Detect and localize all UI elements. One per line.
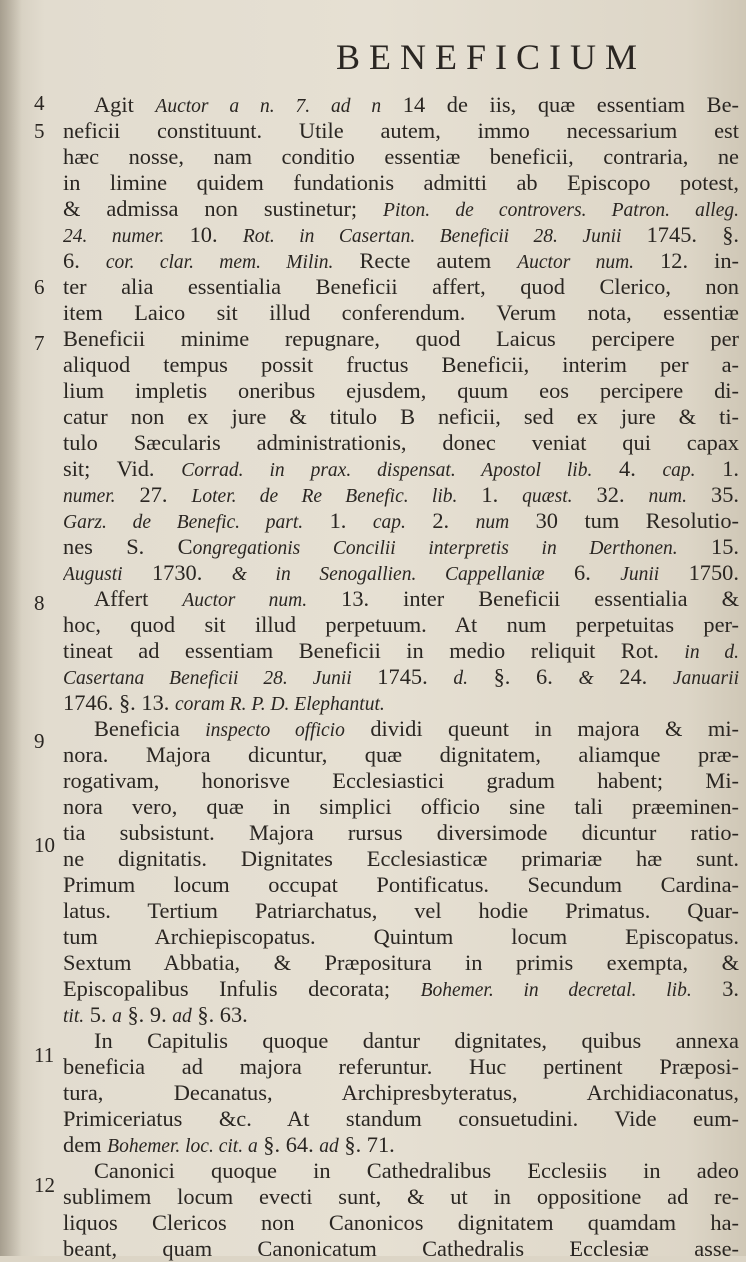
- text-line: [63, 820, 739, 846]
- text-line: [94, 1158, 739, 1184]
- text-run: 6.: [544, 560, 621, 585]
- italic-citation: num.: [648, 486, 688, 507]
- italic-citation: ad: [172, 1006, 192, 1027]
- text-line: [63, 404, 739, 430]
- text-line: [63, 924, 739, 950]
- text-run: 24.: [593, 664, 673, 689]
- text-line: [63, 1132, 739, 1160]
- text-run: tulo Sæcularis administrationis, donec veniat qui capax: [63, 430, 739, 455]
- text-line: [63, 222, 739, 250]
- italic-citation: &: [578, 668, 594, 689]
- text-run: ter alia essentialia Beneficii affert, quod Clerico, non: [63, 274, 739, 299]
- text-line: [63, 976, 739, 1004]
- text-line: [63, 352, 739, 378]
- text-line: [63, 456, 739, 484]
- text-line: [63, 794, 739, 820]
- text-line: [63, 300, 739, 326]
- italic-citation: Januarii: [672, 668, 739, 689]
- text-run: nora vero, quæ in simplici officio sine tali præeminen-: [63, 794, 739, 819]
- text-run: 4.: [592, 456, 663, 481]
- text-run: 1.: [457, 482, 523, 507]
- text-run: 5.: [84, 1002, 113, 1027]
- text-run: 32.: [572, 482, 649, 507]
- italic-citation: Rot. in Casertan. Beneficii 28. Junii: [242, 226, 622, 247]
- italic-citation: a: [112, 1006, 122, 1027]
- text-run: 1.: [695, 456, 739, 481]
- text-run: ne dignitatis. Dignitates Ecclesiasticæ primariæ hæ sunt.: [63, 846, 739, 871]
- text-run: item Laico sit illud conferendum. Verum nota, essentiæ: [63, 300, 739, 325]
- italic-citation: numer.: [63, 486, 116, 507]
- text-run: 1745.: [351, 664, 454, 689]
- text-run: beant, quam Canonicatum Cathedralis Ecclesiæ asse-: [63, 1236, 739, 1261]
- margin-number: 12: [34, 1173, 55, 1197]
- text-run: 6.: [63, 248, 106, 273]
- text-run: Beneficii minime repugnare, quod Laicus percipere per: [63, 326, 739, 351]
- text-run: §. 71.: [338, 1132, 395, 1157]
- text-line: [63, 1002, 739, 1030]
- margin-number: 4: [34, 91, 45, 115]
- text-run: 14 de iis, quæ essentiam Be-: [381, 92, 739, 117]
- text-line: [63, 1106, 739, 1132]
- text-run: aliquod tempus possit fructus Beneficii, interim per a-: [63, 352, 739, 377]
- italic-citation: Casertana Beneficii 28. Junii: [63, 668, 352, 689]
- text-run: nora. Majora dicuntur, quæ dignitatem, aliamque præ-: [63, 742, 739, 767]
- text-line: [63, 430, 739, 456]
- text-run: 35.: [687, 482, 739, 507]
- italic-citation: num: [475, 512, 510, 533]
- text-run: tura, Decanatus, Archipresbyteratus, Archidiaconatus,: [63, 1080, 739, 1105]
- text-run: hæc nosse, nam conditio essentiæ beneficii, contraria, ne: [63, 144, 739, 169]
- italic-citation: Corrad. in prax. dispensat. Apostol lib.: [181, 460, 593, 481]
- text-line: [63, 1054, 739, 1080]
- text-run: Beneficia: [94, 716, 206, 741]
- text-run: neficii constituunt. Utile autem, immo necessarium est: [63, 118, 739, 143]
- italic-citation: tit.: [63, 1006, 85, 1027]
- text-line: [63, 118, 739, 144]
- text-line: [63, 196, 739, 224]
- text-run: §. 64.: [257, 1132, 320, 1157]
- text-run: 13. inter Beneficii essentialia &: [307, 586, 739, 611]
- text-line: [63, 690, 739, 718]
- gutter-shadow: [0, 0, 22, 1256]
- italic-citation: Loter. de Re Benefic. lib.: [191, 486, 458, 507]
- italic-citation: quæst.: [522, 486, 573, 507]
- italic-citation: cor. clar. mem. Milin.: [105, 252, 334, 273]
- italic-citation: coram R. P. D. Elephantut.: [174, 694, 385, 715]
- italic-citation: Piton. de controvers. Patron. alleg.: [383, 200, 739, 221]
- text-run: in limine quidem fundationis admitti ab Episcopo potest,: [63, 170, 739, 195]
- text-line: [63, 950, 739, 976]
- text-run: sit; Vid.: [63, 456, 182, 481]
- italic-citation: 24. numer.: [63, 226, 165, 247]
- italic-citation: cap.: [372, 512, 406, 533]
- text-run: rogativam, honorisve Ecclesiastici gradum habent; Mi-: [63, 768, 739, 793]
- italic-citation: ongregationis Concilii interpretis in Derthonen.: [192, 538, 678, 559]
- text-line: [63, 664, 739, 692]
- text-run: In Capitulis quoque dantur dignitates, quibus annexa: [94, 1028, 739, 1053]
- text-run: 1746. §. 13.: [63, 690, 175, 715]
- text-run: tineat ad essentiam Beneficii in medio reliquit Rot.: [63, 638, 685, 663]
- italic-citation: d.: [453, 668, 468, 689]
- text-run: liquos Clericos non Canonicos dignitatem quamdam ha-: [63, 1210, 739, 1235]
- text-run: 1750.: [659, 560, 739, 585]
- text-run: 30 tum Resolutio-: [509, 508, 739, 533]
- text-run: & admissa non sustinetur;: [63, 196, 384, 221]
- text-run: §. 6.: [467, 664, 579, 689]
- text-line: [63, 534, 739, 562]
- text-line: [94, 1028, 739, 1054]
- text-line: [63, 378, 739, 404]
- text-line: [63, 612, 739, 638]
- text-run: Recte autem: [333, 248, 518, 273]
- margin-number: 8: [34, 591, 45, 615]
- text-line: [63, 1210, 739, 1236]
- italic-citation: cap.: [662, 460, 696, 481]
- text-run: 1730.: [122, 560, 232, 585]
- text-run: hoc, quod sit illud perpetuum. At num perpetuitas per-: [63, 612, 739, 637]
- text-line: [63, 872, 739, 898]
- text-line: [63, 1184, 739, 1210]
- text-line: [63, 482, 739, 510]
- text-run: latus. Tertium Patriarchatus, vel hodie Primatus. Quar-: [63, 898, 739, 923]
- text-run: 27.: [115, 482, 192, 507]
- text-run: Primum locum occupat Pontificatus. Secundum Cardina-: [63, 872, 739, 897]
- text-line: [94, 92, 739, 120]
- margin-number: 7: [34, 331, 45, 355]
- text-line: [63, 742, 739, 768]
- margin-number: 6: [34, 275, 45, 299]
- italic-citation: ad: [319, 1136, 339, 1157]
- margin-number: 11: [34, 1043, 55, 1067]
- text-run: 15.: [677, 534, 739, 559]
- text-line: [63, 638, 739, 666]
- text-run: dividi queunt in majora & mi-: [344, 716, 739, 741]
- margin-number: 9: [34, 729, 45, 753]
- text-run: §. 63.: [191, 1002, 248, 1027]
- text-line: [63, 898, 739, 924]
- text-line: [63, 248, 739, 276]
- italic-citation: Auctor num.: [182, 590, 308, 611]
- italic-citation: Garz. de Benefic. part.: [63, 512, 304, 533]
- text-line: [63, 508, 739, 536]
- text-line: [63, 768, 739, 794]
- margin-number: 10: [34, 833, 55, 857]
- text-run: 12. in-: [634, 248, 739, 273]
- margin-number: 5: [34, 119, 45, 143]
- text-run: Episcopalibus Infulis decorata;: [63, 976, 421, 1001]
- text-line: [63, 326, 739, 352]
- text-run: sublimem locum evecti sunt, & ut in oppositione ad re-: [63, 1184, 739, 1209]
- text-run: 2.: [405, 508, 476, 533]
- italic-citation: & in Senogallien. Cappellaniæ: [231, 564, 545, 585]
- text-line: [63, 170, 739, 196]
- text-run: 10.: [164, 222, 243, 247]
- italic-citation: Auctor num.: [517, 252, 635, 273]
- text-run: §. 9.: [121, 1002, 173, 1027]
- italic-citation: Auctor a n. 7. ad n: [155, 96, 382, 117]
- text-run: Primiceriatus &c. At standum consuetudini. Vide eum-: [63, 1106, 739, 1131]
- text-line: [94, 586, 739, 614]
- italic-citation: Bohemer. loc. cit. a: [107, 1136, 258, 1157]
- running-head: BENEFICIUM: [336, 37, 647, 77]
- text-run: nes S. C: [63, 534, 193, 559]
- text-run: 3.: [691, 976, 739, 1001]
- italic-citation: in d.: [684, 642, 739, 663]
- italic-citation: Junii: [620, 564, 660, 585]
- text-line: [63, 274, 739, 300]
- text-line: [63, 144, 739, 170]
- italic-citation: Augusti: [63, 564, 123, 585]
- text-run: Canonici quoque in Cathedralibus Ecclesiis in adeo: [94, 1158, 739, 1183]
- text-run: tia subsistunt. Majora rursus diversimode dicuntur ratio-: [63, 820, 739, 845]
- text-run: Affert: [94, 586, 183, 611]
- text-run: 1.: [303, 508, 373, 533]
- text-line: [63, 560, 739, 588]
- text-line: [94, 716, 739, 744]
- text-run: lium impletis oneribus ejusdem, quum eos percipere di-: [63, 378, 739, 403]
- text-line: [63, 1080, 739, 1106]
- text-run: catur non ex jure & titulo B neficii, sed ex jure & ti-: [63, 404, 739, 429]
- text-run: 1745. §.: [621, 222, 739, 247]
- italic-citation: inspecto officio: [205, 720, 345, 741]
- text-run: Sextum Abbatia, & Præpositura in primis exempta, &: [63, 950, 739, 975]
- text-run: Agit: [94, 92, 156, 117]
- text-run: beneficia ad majora referuntur. Huc pertinent Præposi-: [63, 1054, 739, 1079]
- text-line: [63, 846, 739, 872]
- text-line: [63, 1236, 739, 1262]
- italic-citation: Bohemer. in decretal. lib.: [420, 980, 692, 1001]
- text-run: tum Archiepiscopatus. Quintum locum Episcopatus.: [63, 924, 739, 949]
- text-run: dem: [63, 1132, 108, 1157]
